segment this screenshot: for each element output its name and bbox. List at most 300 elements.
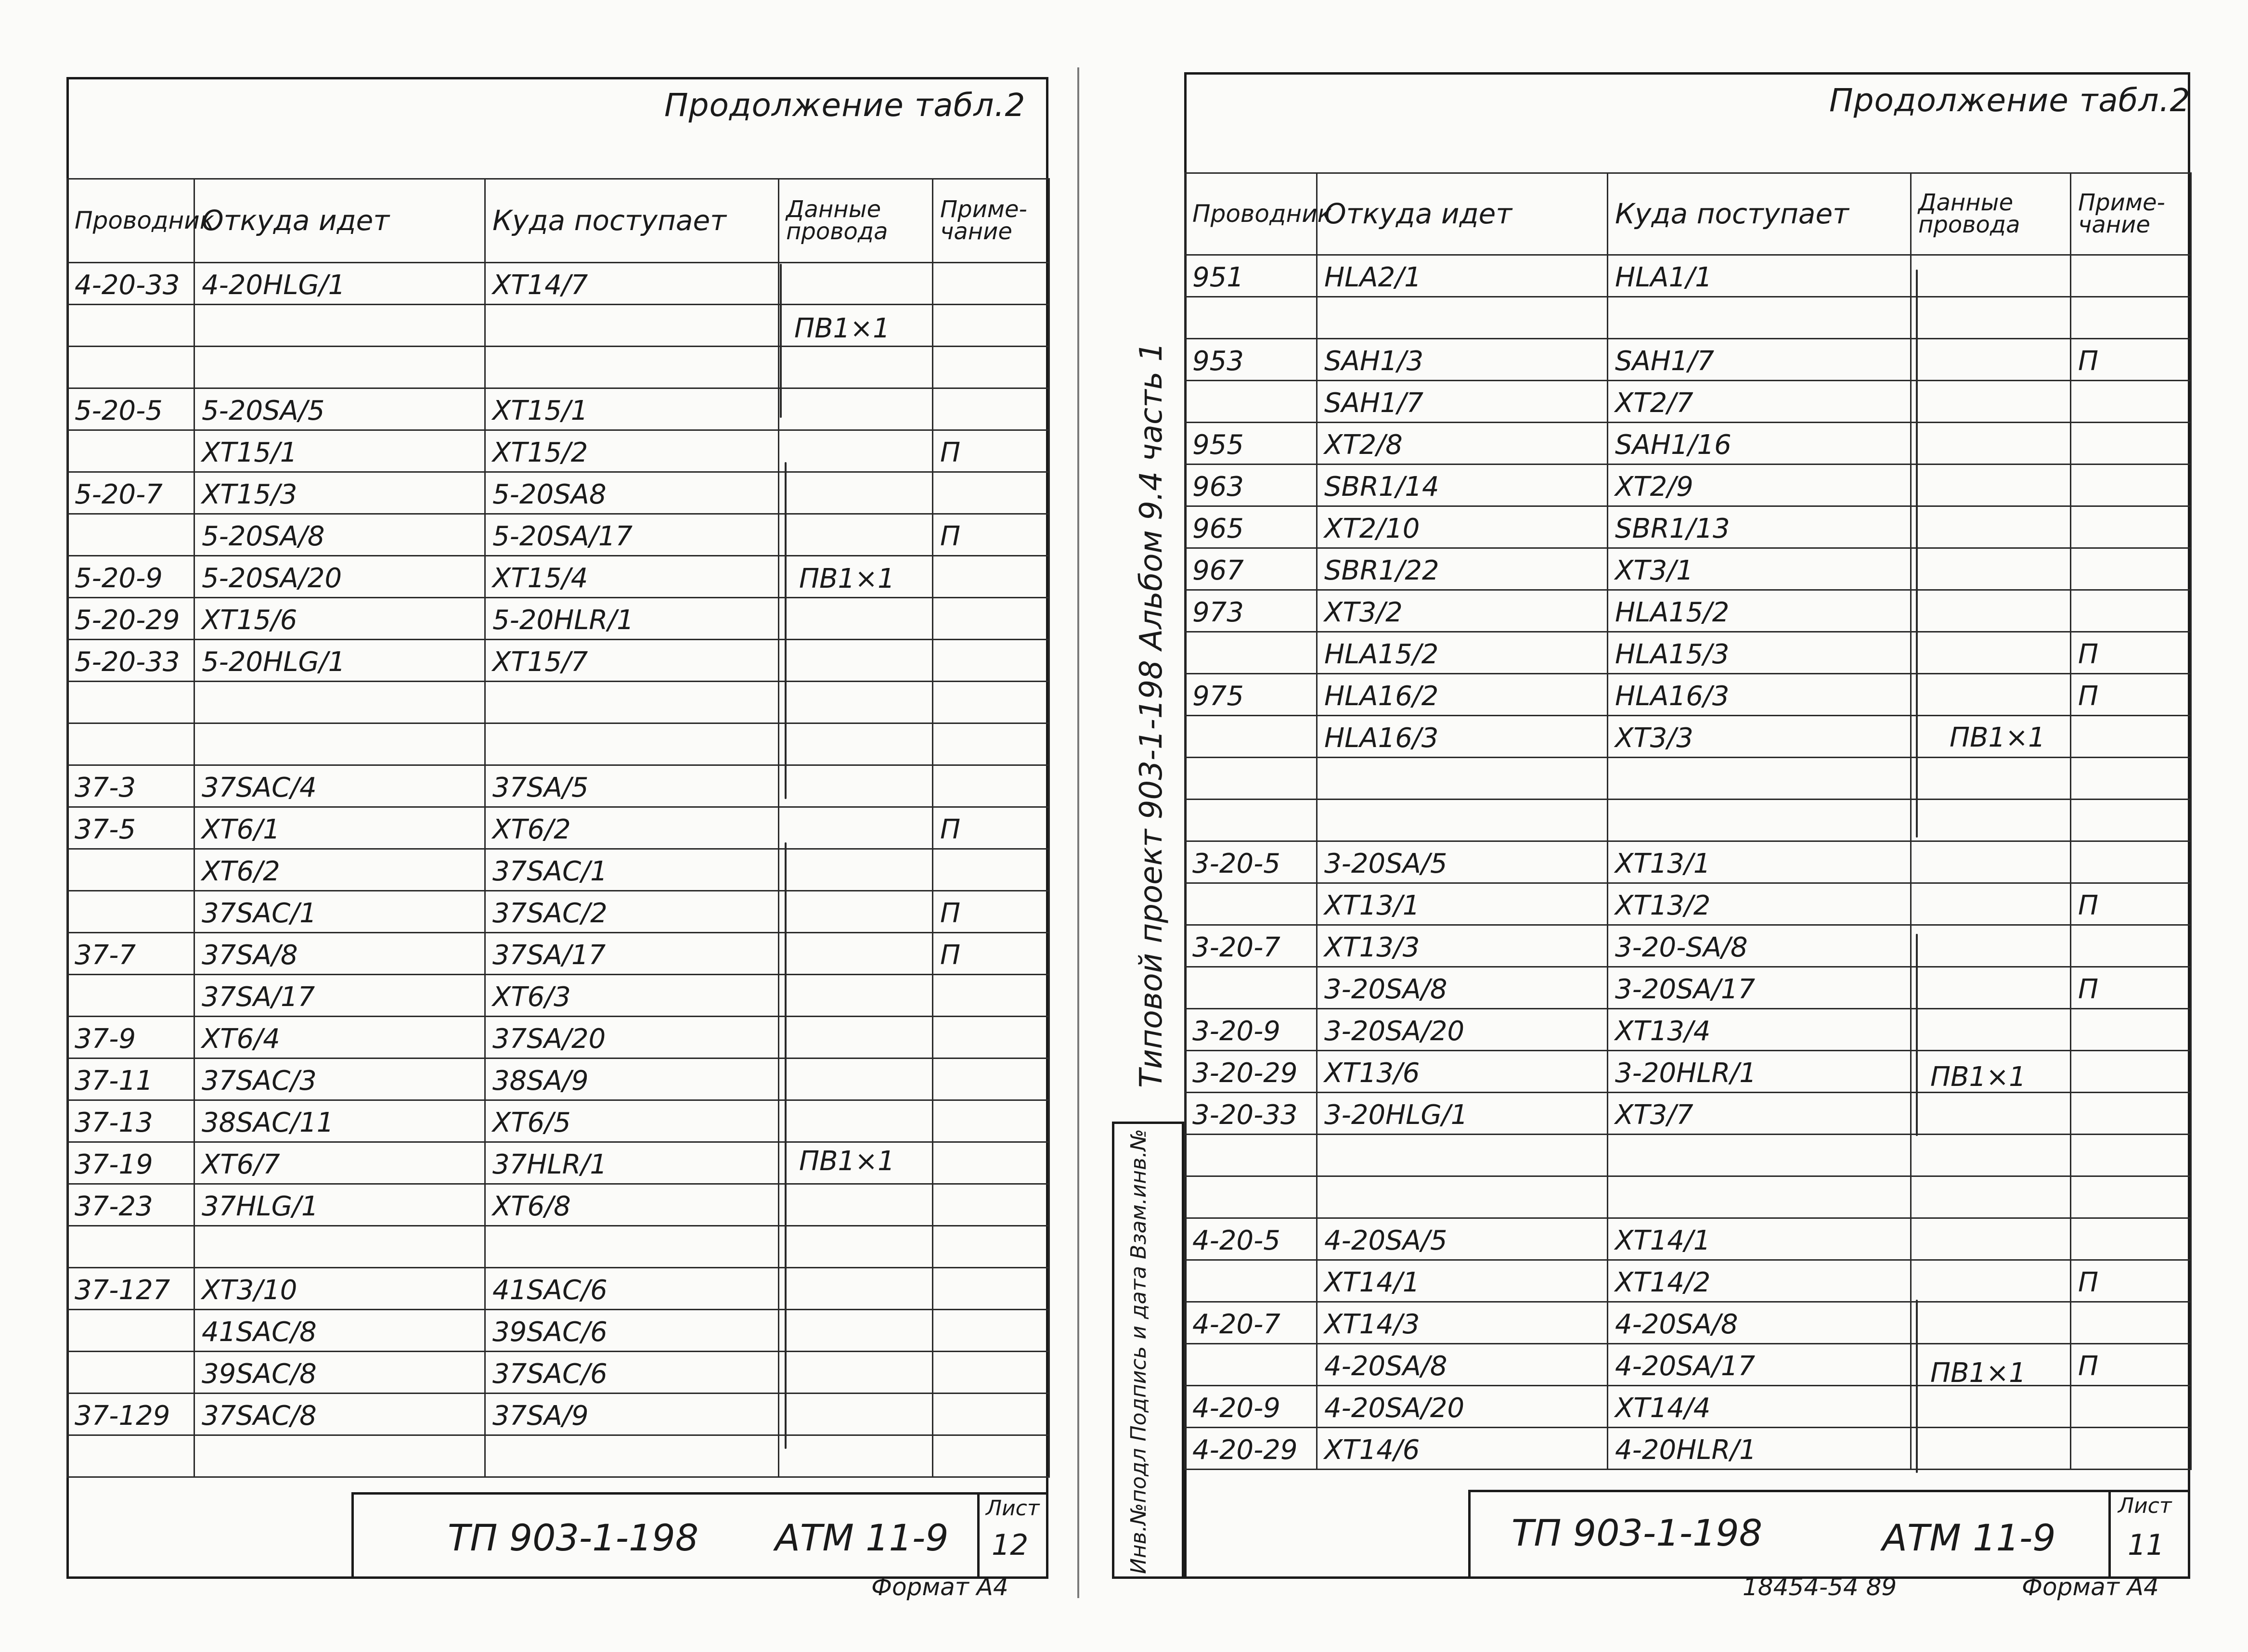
cell-to	[1608, 1135, 1911, 1176]
cell-note: П	[933, 514, 1049, 556]
cell-from	[194, 682, 485, 723]
cell-to: 37HLR/1	[485, 1142, 779, 1184]
cell-wire-data	[779, 891, 933, 933]
cell-to: 37SA/17	[485, 933, 779, 975]
cell-from	[194, 347, 485, 388]
cell-wire-data	[779, 1100, 933, 1142]
col-header-from: Откуда идет	[194, 179, 485, 263]
cell-from: SAH1/7	[1317, 381, 1608, 423]
table-row	[67, 1058, 1049, 1100]
cell-wire-data	[1911, 548, 2071, 590]
cell-wire-data	[1911, 883, 2071, 925]
cell-conductor: 37-11	[67, 1058, 194, 1100]
page-fold	[1077, 67, 1079, 1598]
cell-conductor: 5-20-7	[67, 472, 194, 514]
table-row	[1185, 1428, 2191, 1470]
cell-wire-data	[1911, 967, 2071, 1009]
cell-to: XT14/2	[1608, 1260, 1911, 1302]
cell-note: П	[933, 891, 1049, 933]
cell-wire-data	[1911, 506, 2071, 548]
table-row	[1185, 841, 2191, 883]
cell-from: SAH1/3	[1317, 339, 1608, 381]
cell-to: XT3/3	[1608, 716, 1911, 758]
table-row	[1185, 1302, 2191, 1344]
cell-to	[1608, 297, 1911, 339]
cell-note	[2071, 1386, 2191, 1428]
cell-wire-data	[779, 263, 933, 305]
cell-note: П	[2071, 339, 2191, 381]
table-row	[1185, 297, 2191, 339]
cell-wire-data	[1911, 1302, 2071, 1344]
cell-conductor: 975	[1185, 674, 1317, 716]
table-row	[1185, 632, 2191, 674]
cell-from: 3-20SA/8	[1317, 967, 1608, 1009]
cell-note	[2071, 590, 2191, 632]
cell-note	[933, 1268, 1049, 1310]
col-header-note: Приме-чание	[933, 179, 1049, 263]
left-sheet-number: 12	[992, 1528, 1029, 1562]
cell-conductor	[67, 682, 194, 723]
table-row	[1185, 967, 2191, 1009]
cell-note	[2071, 1176, 2191, 1218]
cell-to: HLA15/3	[1608, 632, 1911, 674]
table-row	[67, 1100, 1049, 1142]
left-wire-label-1: ПВ1×1	[794, 313, 890, 344]
cell-wire-data	[779, 598, 933, 640]
cell-note	[2071, 800, 2191, 841]
right-brace-2	[1916, 934, 1918, 1136]
left-wire-label-2: ПВ1×1	[799, 563, 895, 594]
cell-to: SBR1/13	[1608, 506, 1911, 548]
cell-conductor: 963	[1185, 465, 1317, 506]
cell-from: 5-20SA/5	[194, 388, 485, 430]
cell-conductor	[1185, 632, 1317, 674]
cell-conductor: 973	[1185, 590, 1317, 632]
cell-wire-data	[779, 1394, 933, 1435]
col-header-from: Откуда идет	[1317, 173, 1608, 255]
cell-conductor	[1185, 800, 1317, 841]
cell-from: XT6/2	[194, 849, 485, 891]
cell-from: SBR1/14	[1317, 465, 1608, 506]
table-row	[1185, 255, 2191, 297]
cell-to: XT3/1	[1608, 548, 1911, 590]
cell-note	[2071, 1302, 2191, 1344]
cell-wire-data	[779, 1310, 933, 1352]
cell-to	[485, 682, 779, 723]
cell-conductor	[67, 723, 194, 765]
table-row	[1185, 1009, 2191, 1051]
cell-to: 37SA/9	[485, 1394, 779, 1435]
cell-to: XT15/1	[485, 388, 779, 430]
cell-from: XT13/6	[1317, 1051, 1608, 1093]
cell-note	[933, 849, 1049, 891]
cell-to	[1608, 1176, 1911, 1218]
cell-wire-data	[1911, 841, 2071, 883]
cell-from: 37SAC/1	[194, 891, 485, 933]
cell-note	[933, 1100, 1049, 1142]
cell-to: XT6/3	[485, 975, 779, 1017]
left-sheet-label: Лист	[986, 1496, 1040, 1521]
cell-conductor: 5-20-9	[67, 556, 194, 598]
cell-conductor: 37-23	[67, 1184, 194, 1226]
left-brace-2	[785, 462, 787, 799]
cell-from: XT13/1	[1317, 883, 1608, 925]
col-header-to: Куда поступает	[485, 179, 779, 263]
cell-wire-data	[1911, 1093, 2071, 1135]
right-stamp-code: ТП 903-1-198	[1512, 1511, 1763, 1554]
cell-note: П	[2071, 967, 2191, 1009]
cell-from	[194, 723, 485, 765]
cell-wire-data	[779, 1268, 933, 1310]
cell-from: XT13/3	[1317, 925, 1608, 967]
cell-to: 3-20SA/17	[1608, 967, 1911, 1009]
table-row	[1185, 925, 2191, 967]
table-row	[67, 891, 1049, 933]
left-brace-1	[780, 264, 782, 418]
left-stamp-sheet-code: АТМ 11-9	[775, 1516, 949, 1559]
table-row	[67, 1352, 1049, 1394]
cell-wire-data	[1911, 1218, 2071, 1260]
table-row	[1185, 674, 2191, 716]
right-sheet-label: Лист	[2118, 1494, 2172, 1518]
cell-conductor: 967	[1185, 548, 1317, 590]
cell-to: XT2/9	[1608, 465, 1911, 506]
cell-from: XT2/8	[1317, 423, 1608, 465]
cell-to: XT6/5	[485, 1100, 779, 1142]
cell-conductor	[1185, 758, 1317, 800]
cell-wire-data	[1911, 297, 2071, 339]
cell-conductor	[67, 891, 194, 933]
cell-from	[194, 1435, 485, 1477]
cell-to: XT15/4	[485, 556, 779, 598]
cell-conductor	[1185, 967, 1317, 1009]
col-header-wire-data: Данные провода	[779, 179, 933, 263]
table-row	[1185, 758, 2191, 800]
table-row	[67, 1435, 1049, 1477]
cell-note	[933, 263, 1049, 305]
table-row	[67, 556, 1049, 598]
cell-note	[933, 598, 1049, 640]
table-row	[67, 1226, 1049, 1268]
cell-to: 37SAC/1	[485, 849, 779, 891]
cell-conductor: 37-3	[67, 765, 194, 807]
cell-to: HLA1/1	[1608, 255, 1911, 297]
cell-note: П	[2071, 674, 2191, 716]
cell-to: XT3/7	[1608, 1093, 1911, 1135]
table-row	[67, 472, 1049, 514]
cell-note	[933, 1142, 1049, 1184]
cell-note	[2071, 1051, 2191, 1093]
cell-conductor: 4-20-7	[1185, 1302, 1317, 1344]
cell-note	[933, 640, 1049, 682]
cell-to: 3-20-SA/8	[1608, 925, 1911, 967]
cell-wire-data	[1911, 758, 2071, 800]
cell-wire-data	[1911, 800, 2071, 841]
table-row	[67, 430, 1049, 472]
cell-from	[1317, 297, 1608, 339]
cell-to: 4-20SA/17	[1608, 1344, 1911, 1386]
cell-conductor	[1185, 1344, 1317, 1386]
cell-to: 37SAC/6	[485, 1352, 779, 1394]
cell-note: П	[2071, 1260, 2191, 1302]
cell-note	[2071, 1009, 2191, 1051]
cell-conductor	[67, 430, 194, 472]
cell-from: 5-20HLG/1	[194, 640, 485, 682]
cell-from: XT6/1	[194, 807, 485, 849]
col-header-conductor: Проводник	[1185, 173, 1317, 255]
table-row	[1185, 1344, 2191, 1386]
cell-conductor: 37-5	[67, 807, 194, 849]
cell-to: HLA15/2	[1608, 590, 1911, 632]
cell-from	[194, 305, 485, 347]
cell-to: XT13/4	[1608, 1009, 1911, 1051]
cell-note	[2071, 506, 2191, 548]
cell-conductor: 4-20-29	[1185, 1428, 1317, 1470]
left-stamp-code: ТП 903-1-198	[448, 1516, 699, 1559]
col-header-wire-data: Данные провода	[1911, 173, 2071, 255]
cell-from: 4-20HLG/1	[194, 263, 485, 305]
cell-from: XT14/1	[1317, 1260, 1608, 1302]
table-row	[1185, 883, 2191, 925]
table-row	[67, 640, 1049, 682]
left-continuation-title: Продолжение табл.2	[664, 87, 1026, 124]
cell-note	[933, 1058, 1049, 1100]
cell-conductor	[67, 1310, 194, 1352]
right-continuation-title: Продолжение табл.2	[1829, 82, 2191, 119]
cell-note: П	[2071, 883, 2191, 925]
cell-to: 4-20HLR/1	[1608, 1428, 1911, 1470]
cell-from: 3-20HLG/1	[1317, 1093, 1608, 1135]
cell-conductor: 4-20-33	[67, 263, 194, 305]
table-row	[67, 765, 1049, 807]
cell-to: XT15/7	[485, 640, 779, 682]
cell-note	[933, 1310, 1049, 1352]
cell-wire-data	[1911, 381, 2071, 423]
table-row	[1185, 423, 2191, 465]
cell-note	[2071, 1135, 2191, 1176]
cell-wire-data	[779, 514, 933, 556]
cell-to	[1608, 800, 1911, 841]
cell-conductor: 37-129	[67, 1394, 194, 1435]
cell-wire-data	[1911, 674, 2071, 716]
table-row	[67, 598, 1049, 640]
cell-to: XT14/7	[485, 263, 779, 305]
right-brace-3	[1916, 1300, 1918, 1473]
cell-note	[2071, 925, 2191, 967]
table-row	[67, 849, 1049, 891]
table-row	[67, 1142, 1049, 1184]
cell-conductor	[1185, 716, 1317, 758]
cell-to: XT14/4	[1608, 1386, 1911, 1428]
cell-conductor: 3-20-9	[1185, 1009, 1317, 1051]
cell-conductor: 4-20-5	[1185, 1218, 1317, 1260]
cell-to: 41SAC/6	[485, 1268, 779, 1310]
cell-conductor	[67, 1435, 194, 1477]
cell-to	[485, 1435, 779, 1477]
cell-to: 3-20HLR/1	[1608, 1051, 1911, 1093]
cell-note	[933, 765, 1049, 807]
cell-to: 39SAC/6	[485, 1310, 779, 1352]
table-row	[1185, 465, 2191, 506]
cell-from: 4-20SA/8	[1317, 1344, 1608, 1386]
cell-conductor: 4-20-9	[1185, 1386, 1317, 1428]
cell-conductor: 5-20-29	[67, 598, 194, 640]
table-row	[67, 723, 1049, 765]
cell-from: XT14/6	[1317, 1428, 1608, 1470]
cell-to	[485, 1226, 779, 1268]
cell-conductor	[1185, 381, 1317, 423]
table-row	[67, 305, 1049, 347]
cell-note	[933, 1352, 1049, 1394]
left-wiring-table	[66, 178, 1050, 1478]
cell-wire-data	[1911, 255, 2071, 297]
table-row	[67, 388, 1049, 430]
cell-conductor	[1185, 1135, 1317, 1176]
cell-wire-data	[779, 1017, 933, 1058]
cell-note	[933, 388, 1049, 430]
table-row	[67, 682, 1049, 723]
cell-conductor: 3-20-5	[1185, 841, 1317, 883]
cell-to: HLA16/3	[1608, 674, 1911, 716]
cell-from: 5-20SA/20	[194, 556, 485, 598]
cell-wire-data	[779, 1352, 933, 1394]
cell-wire-data	[779, 347, 933, 388]
cell-note: П	[2071, 1344, 2191, 1386]
cell-to: 5-20HLR/1	[485, 598, 779, 640]
cell-from: XT2/10	[1317, 506, 1608, 548]
cell-wire-data	[779, 1184, 933, 1226]
right-stamp-sheet-code: АТМ 11-9	[1882, 1516, 2056, 1559]
cell-note	[2071, 716, 2191, 758]
cell-to	[1608, 758, 1911, 800]
right-wire-label-2: ПВ1×1	[1930, 1061, 2026, 1093]
cell-note	[933, 1435, 1049, 1477]
table-row	[67, 1017, 1049, 1058]
cell-wire-data	[1911, 1135, 2071, 1176]
right-header-row	[1185, 173, 2191, 255]
cell-conductor: 3-20-33	[1185, 1093, 1317, 1135]
cell-note	[2071, 758, 2191, 800]
cell-note	[2071, 1218, 2191, 1260]
cell-note	[2071, 255, 2191, 297]
cell-to: SAH1/16	[1608, 423, 1911, 465]
table-row	[67, 1394, 1049, 1435]
cell-conductor: 953	[1185, 339, 1317, 381]
cell-from: SBR1/22	[1317, 548, 1608, 590]
cell-wire-data	[779, 765, 933, 807]
cell-from: 4-20SA/5	[1317, 1218, 1608, 1260]
cell-note: П	[933, 430, 1049, 472]
table-row	[1185, 1093, 2191, 1135]
table-row	[1185, 1218, 2191, 1260]
cell-to: 38SA/9	[485, 1058, 779, 1100]
table-row	[67, 1268, 1049, 1310]
cell-conductor	[1185, 1260, 1317, 1302]
cell-wire-data	[1911, 1428, 2071, 1470]
cell-note	[2071, 548, 2191, 590]
cell-from: XT6/7	[194, 1142, 485, 1184]
cell-wire-data	[1911, 339, 2071, 381]
cell-from: HLA16/3	[1317, 716, 1608, 758]
cell-note	[933, 723, 1049, 765]
cell-note	[2071, 297, 2191, 339]
cell-from: XT15/3	[194, 472, 485, 514]
cell-conductor	[67, 849, 194, 891]
right-format-label: Формат А4	[2022, 1573, 2159, 1601]
cell-wire-data	[779, 849, 933, 891]
cell-to: 4-20SA/8	[1608, 1302, 1911, 1344]
cell-from: 37HLG/1	[194, 1184, 485, 1226]
cell-from: 5-20SA/8	[194, 514, 485, 556]
table-row	[67, 975, 1049, 1017]
cell-conductor: 37-13	[67, 1100, 194, 1142]
cell-note	[2071, 423, 2191, 465]
table-row	[67, 1184, 1049, 1226]
cell-from: XT15/1	[194, 430, 485, 472]
cell-wire-data	[1911, 1176, 2071, 1218]
cell-wire-data	[779, 640, 933, 682]
cell-from: 41SAC/8	[194, 1310, 485, 1352]
cell-note	[2071, 1428, 2191, 1470]
cell-from: 3-20SA/5	[1317, 841, 1608, 883]
cell-note	[933, 1226, 1049, 1268]
cell-to	[485, 723, 779, 765]
cell-conductor	[67, 1352, 194, 1394]
cell-to: XT15/2	[485, 430, 779, 472]
cell-note	[933, 472, 1049, 514]
right-wire-label-1: ПВ1×1	[1950, 722, 2045, 753]
cell-from	[1317, 758, 1608, 800]
cell-to: 5-20SA8	[485, 472, 779, 514]
cell-wire-data	[779, 1435, 933, 1477]
cell-from: 38SAC/11	[194, 1100, 485, 1142]
right-wire-label-3: ПВ1×1	[1930, 1357, 2026, 1389]
cell-conductor: 5-20-5	[67, 388, 194, 430]
cell-wire-data	[1911, 590, 2071, 632]
left-header-row	[67, 179, 1049, 263]
cell-wire-data	[779, 975, 933, 1017]
cell-from	[1317, 800, 1608, 841]
left-wire-label-3: ПВ1×1	[799, 1146, 895, 1177]
cell-note	[2071, 1093, 2191, 1135]
cell-from: XT6/4	[194, 1017, 485, 1058]
cell-from: 4-20SA/20	[1317, 1386, 1608, 1428]
cell-wire-data	[1911, 465, 2071, 506]
cell-conductor: 3-20-29	[1185, 1051, 1317, 1093]
cell-to: XT13/1	[1608, 841, 1911, 883]
cell-from: 37SA/8	[194, 933, 485, 975]
cell-wire-data	[779, 682, 933, 723]
cell-conductor: 951	[1185, 255, 1317, 297]
cell-conductor	[67, 1226, 194, 1268]
cell-wire-data	[779, 933, 933, 975]
table-row	[1185, 1386, 2191, 1428]
cell-note	[2071, 381, 2191, 423]
cell-note	[2071, 841, 2191, 883]
cell-conductor: 955	[1185, 423, 1317, 465]
cell-from: XT3/2	[1317, 590, 1608, 632]
cell-to	[485, 305, 779, 347]
cell-from: XT3/10	[194, 1268, 485, 1310]
cell-note	[933, 556, 1049, 598]
cell-wire-data	[1911, 1009, 2071, 1051]
cell-conductor	[1185, 297, 1317, 339]
col-header-note: Приме-чание	[2071, 173, 2191, 255]
cell-to: 37SA/20	[485, 1017, 779, 1058]
cell-note	[933, 1017, 1049, 1058]
cell-conductor: 37-19	[67, 1142, 194, 1184]
table-row	[1185, 1135, 2191, 1176]
